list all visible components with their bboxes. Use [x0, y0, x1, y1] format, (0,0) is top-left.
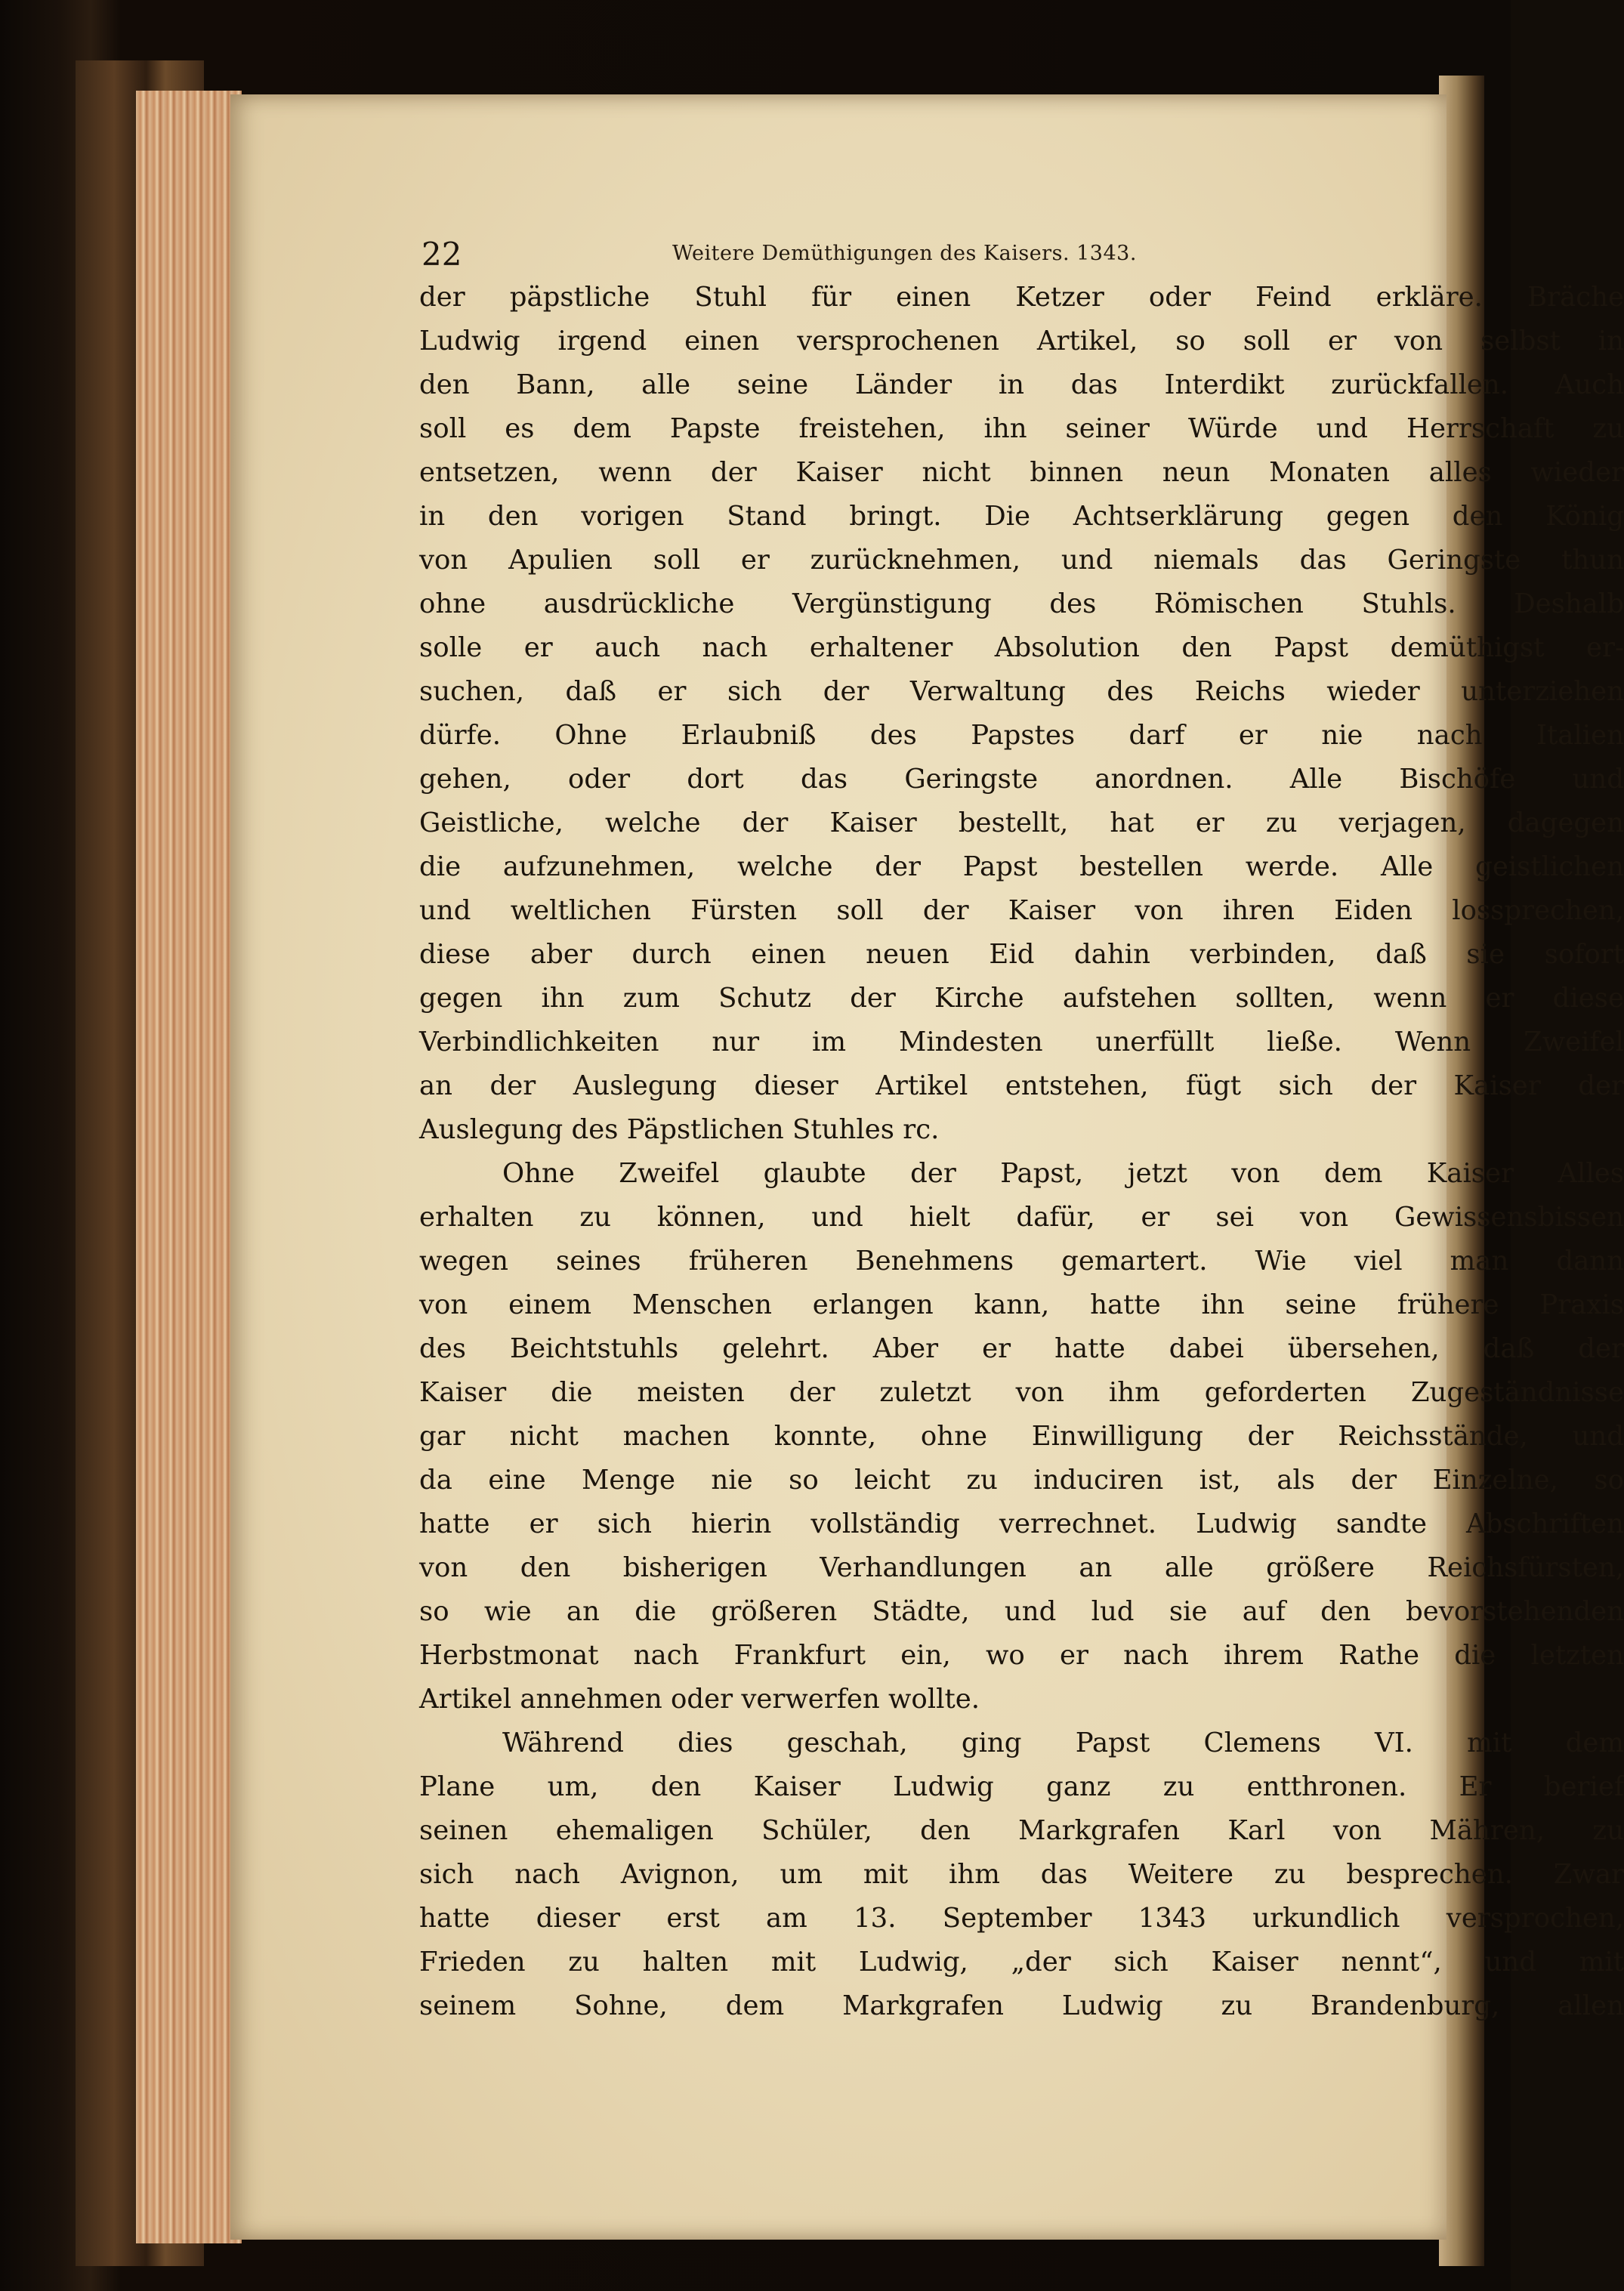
text-line: seinen ehemaligen Schüler, den Markgrafen Karl von Mähren, zu [419, 1815, 1624, 1846]
text-line: des Beichtstuhls gelehrt. Aber er hatte dabei übersehen, daß der [419, 1333, 1624, 1364]
text-line: von Apulien soll er zurücknehmen, und niemals das Geringste thun [419, 545, 1624, 576]
text-line: Ludwig irgend einen versprochenen Artikel, so soll er von selbst in [419, 326, 1624, 357]
text-line: Auslegung des Päpstlichen Stuhles rc. [419, 1114, 940, 1145]
page-edges [136, 91, 242, 2243]
text-line: soll es dem Papste freistehen, ihn seiner Würde und Herrschaft zu [419, 413, 1624, 444]
text-line: Kaiser die meisten der zuletzt von ihm geforderten Zugeständnisse [419, 1377, 1624, 1408]
book-page [230, 94, 1624, 2240]
page-number: 22 [421, 236, 462, 273]
text-line: gar nicht machen konnte, ohne Einwilligung der Reichsstände, und [419, 1421, 1624, 1452]
text-line: der päpstliche Stuhl für einen Ketzer oder Feind erkläre. Bräche [419, 282, 1624, 313]
text-line: Herbstmonat nach Frankfurt ein, wo er nach ihrem Rathe die letzten [419, 1640, 1624, 1671]
text-line: den Bann, alle seine Länder in das Interdikt zurückfallen. Auch [419, 369, 1624, 400]
text-line: Geistliche, welche der Kaiser bestellt, hat er zu verjagen, dagegen [419, 807, 1624, 838]
text-line: dürfe. Ohne Erlaubniß des Papstes darf er nie nach Italien [419, 720, 1624, 751]
body-text [419, 276, 1624, 2028]
text-line: die aufzunehmen, welche der Papst bestellen werde. Alle geistlichen [419, 851, 1624, 882]
text-line: Ohne Zweifel glaubte der Papst, jetzt von dem Kaiser Alles [502, 1158, 1624, 1189]
text-line: gehen, oder dort das Geringste anordnen. Alle Bischöfe und [419, 764, 1624, 795]
text-line: von einem Menschen erlangen kann, hatte ihn seine frühere Praxis [419, 1289, 1624, 1320]
text-line: hatte er sich hierin vollständig verrechnet. Ludwig sandte Abschriften [419, 1508, 1624, 1539]
text-line: so wie an die größeren Städte, und lud sie auf den bevorstehenden [419, 1596, 1624, 1627]
text-line: ohne ausdrückliche Vergünstigung des Römischen Stuhls. Deshalb [419, 588, 1624, 619]
text-line: suchen, daß er sich der Verwaltung des Reichs wieder unterziehen [419, 676, 1624, 707]
text-line: sich nach Avignon, um mit ihm das Weitere zu besprechen. Zwar [419, 1859, 1624, 1890]
text-line: wegen seines früheren Benehmens gemartert. Wie viel man dann [419, 1246, 1624, 1277]
text-line: diese aber durch einen neuen Eid dahin verbinden, daß sie sofort [419, 939, 1624, 970]
text-line: hatte dieser erst am 13. September 1343 urkundlich versprochen, [419, 1903, 1624, 1934]
text-line: Artikel annehmen oder verwerfen wollte. [419, 1684, 980, 1715]
text-line: Verbindlichkeiten nur im Mindesten unerfüllt ließe. Wenn Zweifel [419, 1027, 1624, 1058]
text-line: gegen ihn zum Schutz der Kirche aufstehen sollten, wenn er diese [419, 983, 1624, 1014]
text-line: seinem Sohne, dem Markgrafen Ludwig zu Brandenburg, allen [419, 1990, 1624, 2021]
text-line: von den bisherigen Verhandlungen an alle größere Reichsfürsten, [419, 1552, 1624, 1583]
text-line: Während dies geschah, ging Papst Clemens VI. mit dem [502, 1728, 1624, 1758]
running-head: Weitere Demüthigungen des Kaisers. 1343. [672, 242, 1137, 265]
text-line: Frieden zu halten mit Ludwig, „der sich Kaiser nennt“, und mit [419, 1947, 1624, 1978]
text-line: in den vorigen Stand bringt. Die Achtserklärung gegen den König [419, 501, 1624, 532]
text-line: an der Auslegung dieser Artikel entstehen, fügt sich der Kaiser der [419, 1070, 1624, 1101]
text-line: Plane um, den Kaiser Ludwig ganz zu entthronen. Er berief [419, 1771, 1624, 1802]
text-line: erhalten zu können, und hielt dafür, er sei von Gewissensbissen [419, 1202, 1624, 1233]
text-line: und weltlichen Fürsten soll der Kaiser von ihren Eiden lossprechen, [419, 895, 1624, 926]
text-line: entsetzen, wenn der Kaiser nicht binnen neun Monaten alles wieder [419, 457, 1624, 488]
text-line: da eine Menge nie so leicht zu induciren ist, als der Einzelne, so [419, 1465, 1624, 1496]
text-line: solle er auch nach erhaltener Absolution den Papst demüthigst er- [419, 632, 1624, 663]
